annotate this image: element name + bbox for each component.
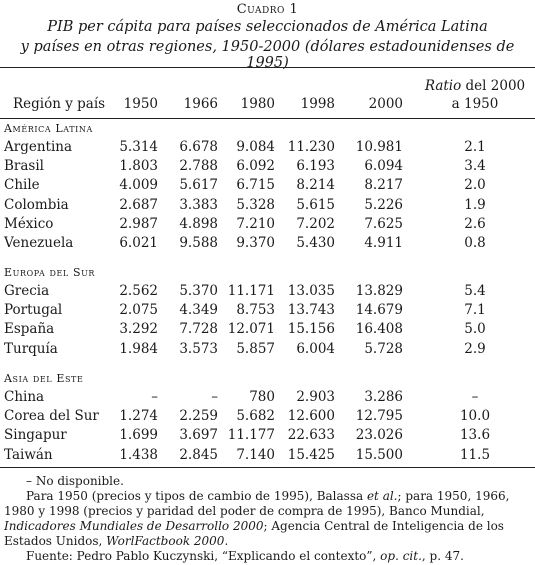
table-cell-ratio: 7.1 xyxy=(464,302,486,319)
row-country-label: Taiwán xyxy=(4,446,53,463)
table-cell-v1998: 6.004 xyxy=(296,340,335,357)
table-cell-ratio: 13.6 xyxy=(459,427,491,444)
table-cell-v1980: 9.084 xyxy=(236,139,275,155)
table-cell-v1980: 9.370 xyxy=(236,235,275,251)
note-fuente xyxy=(4,549,532,564)
table-cell-v1950: 4.009 xyxy=(119,177,158,194)
table-cell-v1966: 2.788 xyxy=(179,158,218,175)
table-cell-v2000: 4.911 xyxy=(364,235,403,251)
table-cell-v1950: 1.803 xyxy=(119,158,158,175)
note-fuente-opcit: op. cit. xyxy=(380,549,422,563)
table-cell-v1950: 2.075 xyxy=(119,302,158,319)
table-cell-v1998: 12.600 xyxy=(287,408,335,425)
header-rule xyxy=(0,118,535,119)
table-cell-v1966: 3.697 xyxy=(179,427,218,444)
table-title-line1: PIB per cápita para países seleccionados de América Latina xyxy=(47,19,488,35)
note-sources-book1: Indicadores Mundiales de Desarrollo 2000 xyxy=(4,519,264,533)
table-cell-ratio: 5.4 xyxy=(464,283,486,299)
table-cell-v1950: 3.292 xyxy=(119,321,158,338)
header-1966: 1966 xyxy=(183,96,218,112)
note-sources-part-c: ; Agencia Central de Inteligencia de los Estados Unidos, xyxy=(4,519,504,548)
table-cell-v2000: 3.286 xyxy=(364,389,403,405)
table-cell-v2000: 12.795 xyxy=(355,408,403,425)
header-1950: 1950 xyxy=(123,96,158,112)
table-cell-ratio: – xyxy=(471,389,479,405)
table-cell-v2000: 10.981 xyxy=(355,139,403,155)
note-not-available: – No disponible. xyxy=(26,474,124,488)
note-sources-part-d: . xyxy=(224,534,229,548)
table-cell-v2000: 13.829 xyxy=(355,283,403,299)
table-cell-v1950: 1.984 xyxy=(119,340,158,357)
table-cell-v1980: 12.071 xyxy=(227,321,275,338)
table-cell-v2000: 23.026 xyxy=(355,427,403,444)
table-cell-ratio: 3.4 xyxy=(464,158,486,175)
table-cell-v1950: 2.687 xyxy=(119,196,158,213)
note-sources-part-a: Para 1950 (precios y tipos de cambio de 1995), Balassa xyxy=(26,489,367,503)
header-1980: 1980 xyxy=(240,96,275,112)
table-cell-v1966: 7.728 xyxy=(179,321,218,338)
table-cell-v1980: 5.857 xyxy=(236,340,275,357)
note-fuente-part-b: , p. 47. xyxy=(421,549,464,563)
table-cell-v1998: 6.193 xyxy=(296,158,335,175)
table-cell-v1980: 5.682 xyxy=(236,408,275,425)
table-cell-v1998: 2.903 xyxy=(296,389,335,405)
table-cell-v1966: 4.349 xyxy=(179,302,218,319)
table-cell-v1950: 1.274 xyxy=(119,408,158,425)
table-cell-v1980: 6.092 xyxy=(236,158,275,175)
table-cell-v1950: 6.021 xyxy=(119,235,158,251)
table-cell-v1998: 15.425 xyxy=(287,446,335,463)
table-cell-v1980: 8.753 xyxy=(236,302,275,319)
header-ratio-word: Ratio xyxy=(424,78,462,94)
table-cell-ratio: 2.0 xyxy=(464,177,486,194)
header-ratio-line1 xyxy=(420,78,530,94)
table-cell-ratio: 5.0 xyxy=(464,321,486,338)
table-cell-v1950: 1.438 xyxy=(119,446,158,463)
table-cell-v2000: 6.094 xyxy=(364,158,403,175)
table-cell-v2000: 5.226 xyxy=(364,196,403,213)
table-cell-v1980: 11.177 xyxy=(227,427,275,444)
table-cell-v1966: 5.617 xyxy=(179,177,218,194)
table-cell-ratio: 10.0 xyxy=(459,408,491,425)
table-cell-v1980: 780 xyxy=(249,389,275,405)
header-ratio-line2: a 1950 xyxy=(451,96,499,112)
table-cell-ratio: 11.5 xyxy=(459,446,491,463)
table-title-line2: y países en otras regiones, 1950-2000 (dólares estadounidenses de 1995) xyxy=(20,39,515,71)
header-2000: 2000 xyxy=(368,96,403,112)
header-ratio-rest: del 2000 xyxy=(461,78,526,94)
row-country-label: Singapur xyxy=(4,427,67,444)
table-cell-v2000: 16.408 xyxy=(355,321,403,338)
table-cell-v1998: 7.202 xyxy=(296,215,335,232)
table-cell-v1980: 6.715 xyxy=(236,177,275,194)
table-cell-v1966: 9.588 xyxy=(179,235,218,251)
note-sources xyxy=(4,489,532,549)
table-cell-v1966: 5.370 xyxy=(179,283,218,299)
table-cell-v1950: – xyxy=(151,389,158,405)
table-cell-v1998: 5.430 xyxy=(296,235,335,251)
note-sources-part-b: ; para 1950, 1966, 1980 y 1998 (precios y paridad del poder de compra de 1995), Banco Mundial, xyxy=(4,489,510,518)
row-country-label: Grecia xyxy=(4,283,50,299)
table-cell-v1998: 11.230 xyxy=(287,139,335,155)
table-cell-v1980: 7.210 xyxy=(236,215,275,232)
row-country-label: Turquía xyxy=(4,340,58,357)
table-cell-v1950: 2.987 xyxy=(119,215,158,232)
table-cell-v2000: 14.679 xyxy=(355,302,403,319)
header-1998: 1998 xyxy=(300,96,335,112)
row-country-label: Colombia xyxy=(4,196,69,213)
table-cell-v1966: – xyxy=(211,389,218,405)
table-cell-v1950: 5.314 xyxy=(119,139,158,155)
table-cell-v1966: 2.259 xyxy=(179,408,218,425)
table-cell-v2000: 15.500 xyxy=(355,446,403,463)
top-rule xyxy=(0,67,535,68)
header-region: Región y país xyxy=(13,96,106,112)
table-cell-ratio: 2.1 xyxy=(464,139,486,155)
table-cell-v1998: 13.035 xyxy=(287,283,335,299)
row-country-label: Corea del Sur xyxy=(4,408,99,425)
table-cell-ratio: 1.9 xyxy=(464,196,486,213)
bottom-rule xyxy=(0,467,535,468)
row-country-label: México xyxy=(4,215,54,232)
row-country-label: Portugal xyxy=(4,302,63,319)
row-country-label: Venezuela xyxy=(4,235,74,251)
table-cell-v1998: 5.615 xyxy=(296,196,335,213)
row-country-label: España xyxy=(4,321,55,338)
table-cell-ratio: 2.9 xyxy=(464,340,486,357)
table-cell-v1998: 8.214 xyxy=(296,177,335,194)
table-cell-v1950: 1.699 xyxy=(119,427,158,444)
table-cell-v1998: 13.743 xyxy=(287,302,335,319)
table-caption: Cuadro 1 xyxy=(236,2,299,17)
note-sources-etal: et al. xyxy=(366,489,398,503)
table-cell-v1980: 7.140 xyxy=(236,446,275,463)
table-cell-v1966: 3.573 xyxy=(179,340,218,357)
table-cell-v1966: 3.383 xyxy=(179,196,218,213)
table-cell-v1980: 11.171 xyxy=(227,283,275,299)
table-cell-v1966: 2.845 xyxy=(179,446,218,463)
note-fuente-part-a: Fuente: Pedro Pablo Kuczynski, “Explicando el contexto”, xyxy=(26,549,381,563)
note-sources-book2: WorlFactbook 2000 xyxy=(106,534,225,548)
table-cell-ratio: 2.6 xyxy=(464,215,486,232)
table-cell-v1980: 5.328 xyxy=(236,196,275,213)
table-cell-v1998: 15.156 xyxy=(287,321,335,338)
table-cell-v1950: 2.562 xyxy=(119,283,158,299)
table-cell-v2000: 8.217 xyxy=(364,177,403,194)
row-country-label: Brasil xyxy=(4,158,44,175)
section-heading: América Latina xyxy=(4,122,93,135)
table-cell-ratio: 0.8 xyxy=(464,235,486,251)
table-cell-v2000: 5.728 xyxy=(364,340,403,357)
row-country-label: Chile xyxy=(4,177,40,194)
section-heading: Europa del Sur xyxy=(4,266,96,279)
table-cell-v1998: 22.633 xyxy=(287,427,335,444)
row-country-label: China xyxy=(4,389,45,405)
table-cell-v2000: 7.625 xyxy=(364,215,403,232)
table-notes xyxy=(4,474,532,564)
row-country-label: Argentina xyxy=(4,139,73,155)
table-cell-v1966: 4.898 xyxy=(179,215,218,232)
section-heading: Asia del Este xyxy=(4,372,84,385)
table-cell-v1966: 6.678 xyxy=(179,139,218,155)
